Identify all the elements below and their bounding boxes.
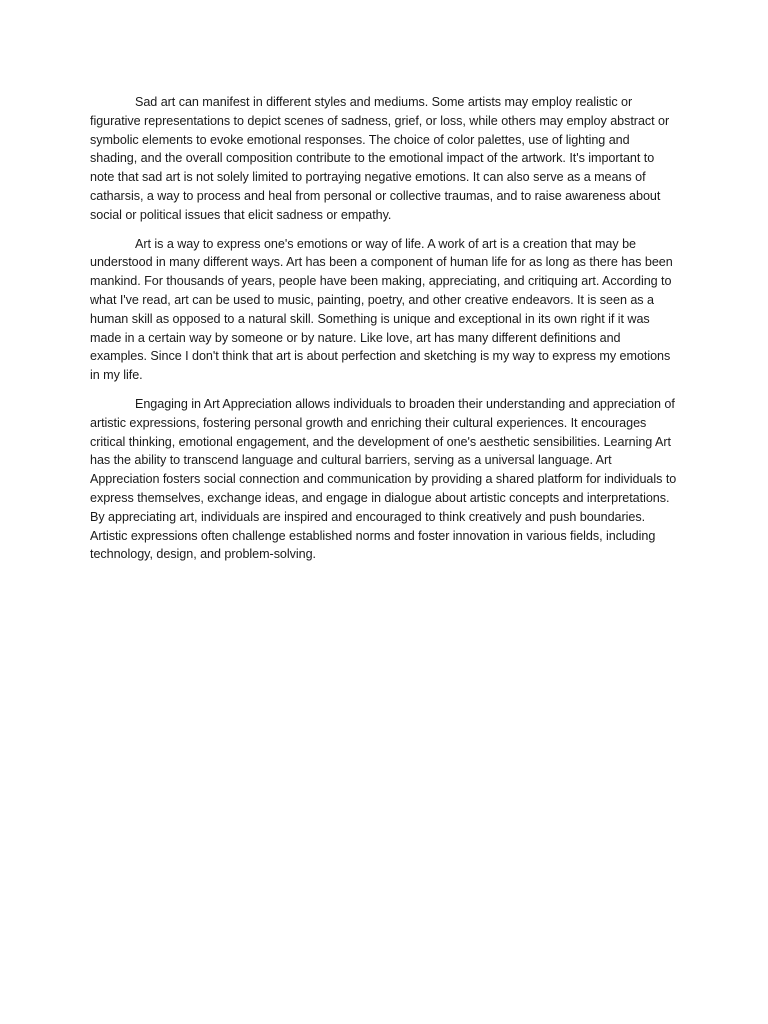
document-body: [90, 93, 680, 574]
paragraph-sad-art: Sad art can manifest in different styles and mediums. Some artists may employ realistic or figurative representations to depict scenes of sadness, grief, or loss, while others may employ abstract or symbolic elements to evoke emotional responses. The choice of color palettes, use of lighting and shading, and the overall composition contribute to the emotional impact of the artwork. It's important to note that sad art is not solely limited to portraying negative emotions. It can also serve as a means of catharsis, a way to process and heal from personal or collective traumas, and to raise awareness about social or political issues that elicit sadness or empathy.: [90, 95, 670, 222]
paragraph-art-expression: Art is a way to express one's emotions or way of life. A work of art is a creation that may be understood in many different ways. Art has been a component of human life for as long as there has been mankind. For thousands of years, people have been making, appreciating, and critiquing art. According to what I've read, art can be used to music, painting, poetry, and other creative endeavors. It is seen as a human skill as opposed to a natural skill. Something is unique and exceptional in its own right if it was made in a certain way by someone or by nature. Like love, art has many different definitions and examples. Since I don't think that art is about perfection and sketching is my way to express my emotions in my life.: [90, 236, 673, 383]
paragraph-art-appreciation: Engaging in Art Appreciation allows individuals to broaden their understanding and appreciation of artistic expressions, fostering personal growth and enriching their cultural experiences. It encourages critical thinking, emotional engagement, and the development of one's aesthetic sensibilities. Learning Art has the ability to transcend language and cultural barriers, serving as a universal language. Art Appreciation fosters social connection and communication by providing a shared platform for individuals to express themselves, exchange ideas, and engage in dialogue about artistic concepts and interpretations. By appreciating art, individuals are inspired and encouraged to think creatively and push boundaries. Artistic expressions often challenge established norms and foster innovation in various fields, including technology, design, and problem-solving.: [90, 396, 677, 562]
